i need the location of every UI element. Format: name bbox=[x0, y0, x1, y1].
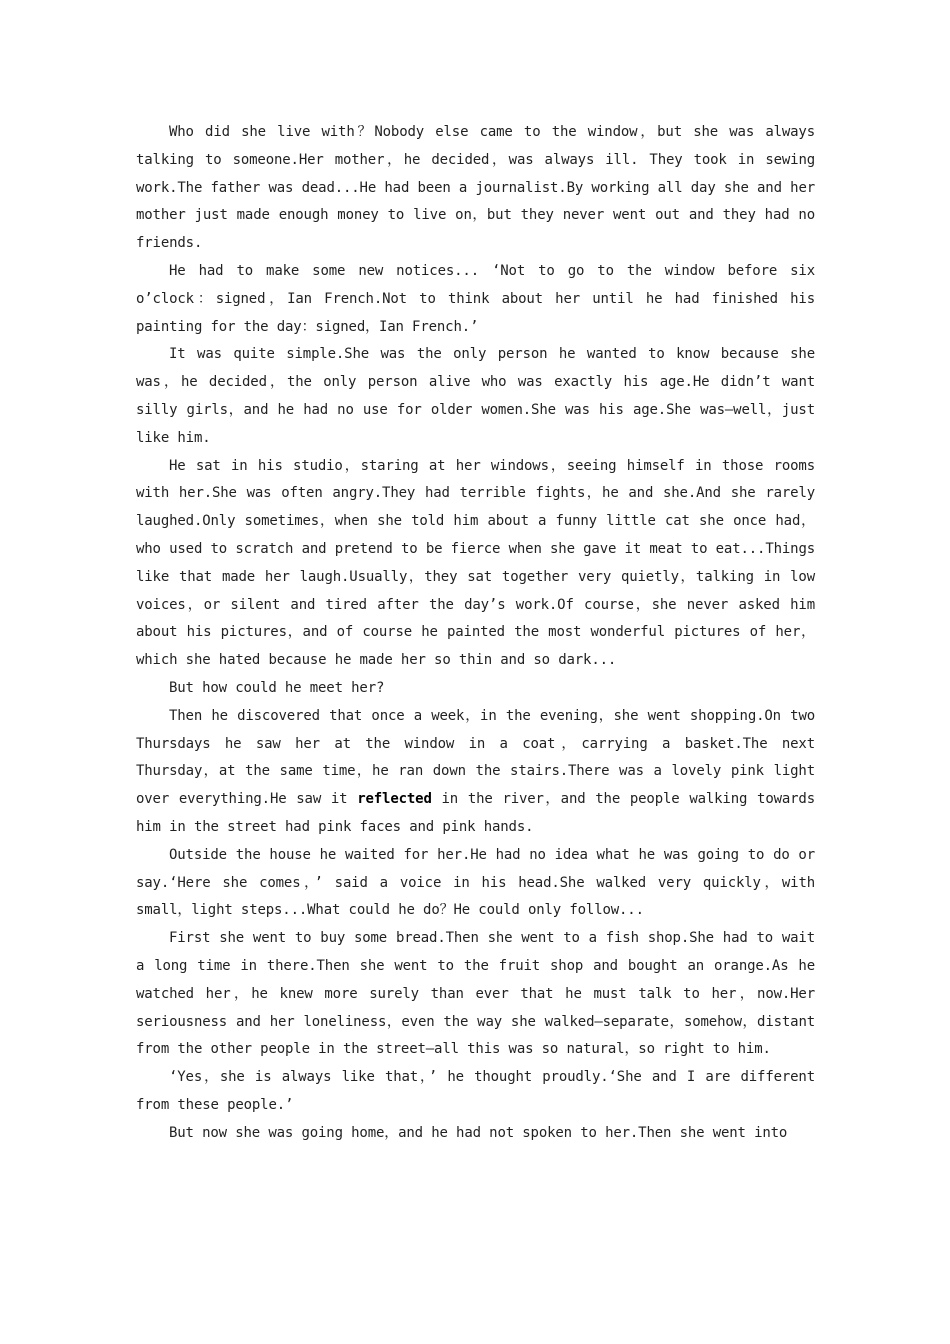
paragraph-2: He had to make some new notices... ‘Not to go to the window before six o’clock：signed，Ian French.Not to think about her until he had finished his painting for the day：signed，Ian French.’ bbox=[136, 262, 815, 335]
paragraph-10: But now she was going home，and he had not spoken to her.Then she went into bbox=[169, 1124, 788, 1141]
paragraph-3: It was quite simple.She was the only person he wanted to know because she was，he decided，the only person alive who was exactly his age.He didn’t want silly girls，and he had no use for older women.She was his age.She was—well，just like him. bbox=[136, 346, 815, 446]
paragraph-8: First she went to buy some bread.Then she went to a fish shop.She had to wait a long time in there.Then she went to the fruit shop and bought an orange.As he watched her，he knew more surely than ever that he must talk to her，now.Her seriousness and her loneliness，even the way she walked—separate，somehow，distant from the other people in the street—all this was so natural，so right to him. bbox=[136, 930, 815, 1058]
document-page bbox=[136, 119, 815, 1147]
paragraph-9: ‘Yes，she is always like that，’ he thought proudly.‘She and I are different from these people.’ bbox=[136, 1069, 815, 1113]
paragraph-6 bbox=[136, 703, 815, 842]
paragraph-6-before: Then he discovered that once a week，in the evening，she went shopping.On two Thursdays he saw her at the window in a coat，carrying a basket.The next Thursday，at the same time，he ran down the stairs.There was a lovely pink light over everything.He saw it bbox=[136, 707, 815, 808]
paragraph-6-after: in the river，and the people walking towards him in the street had pink faces and pink hands. bbox=[136, 791, 815, 835]
paragraph-4: He sat in his studio，staring at her windows，seeing himself in those rooms with her.She was often angry.They had terrible fights，he and she.And she rarely laughed.Only sometimes，when she told him about a funny little cat she once had，who used to scratch and pretend to be fierce when she gave it meat to eat...Things like that made her laugh.Usually，they sat together very quietly，talking in low voices，or silent and tired after the day’s work.Of course，she never asked him about his pictures，and of course he painted the most wonderful pictures of her，which she hated because he made her so thin and so dark... bbox=[136, 457, 815, 669]
emphasized-word: reflected bbox=[357, 791, 432, 808]
paragraph-1: Who did she live with？Nobody else came to the window，but she was always talking to someone.Her mother，he decided，was always ill. They took in sewing work.The father was dead...He had been a journalist.By working all day she and her mother just made enough money to live on，but they never went out and they had no friends. bbox=[136, 124, 815, 252]
paragraph-7: Outside the house he waited for her.He had no idea what he was going to do or say.‘Here she comes，’ said a voice in his head.She walked very quickly，with small，light steps...What could he do？He could only follow... bbox=[136, 846, 815, 919]
paragraph-5: But how could he meet her? bbox=[169, 679, 385, 696]
